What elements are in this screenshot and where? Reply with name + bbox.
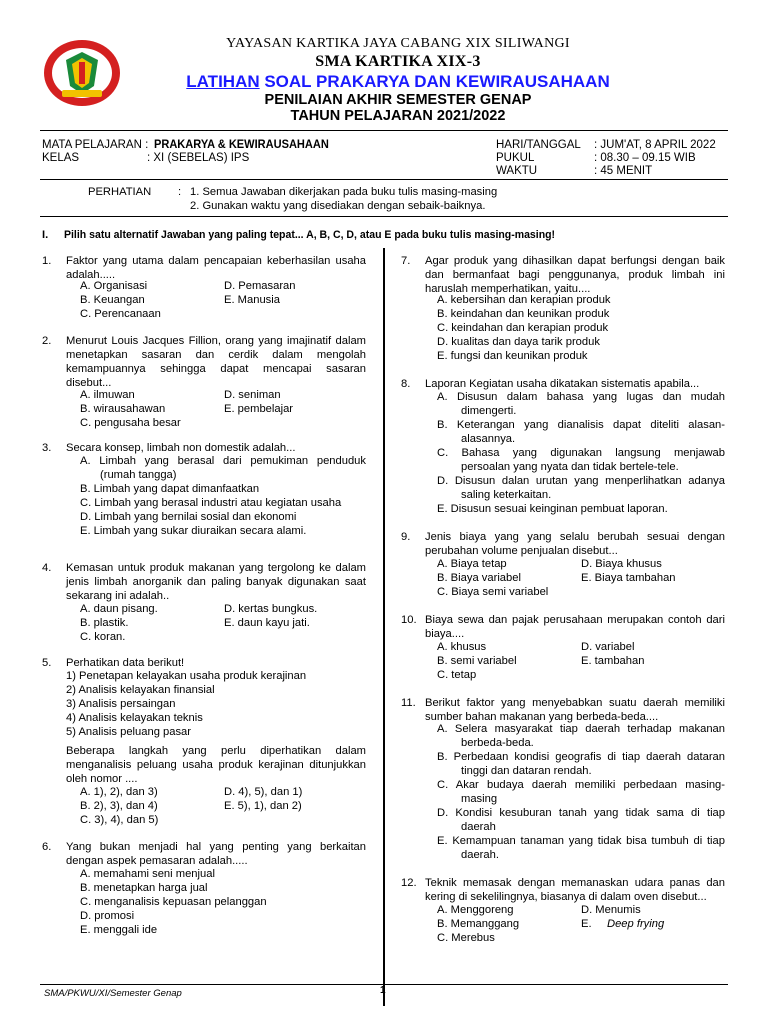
- option: C. Bahasa yang digunakan langsung menjawab: [437, 447, 725, 459]
- option: E. Disusun sesuai keinginan pembuat laporan.: [437, 503, 668, 515]
- question-5: [42, 656, 366, 670]
- option: C. Perencanaan: [80, 308, 161, 320]
- option: E. Limbah yang sukar diuraikan secara alami.: [80, 525, 307, 537]
- notice-item-1: 1. Semua Jawaban dikerjakan pada buku tulis masing-masing: [190, 186, 498, 198]
- notice-divider: [40, 216, 728, 217]
- option-continued: masing: [461, 793, 498, 805]
- question-number: 2.: [42, 335, 52, 347]
- question-number: 12.: [401, 877, 417, 889]
- option: C. keindahan dan kerapian produk: [437, 322, 609, 334]
- question-number: 5.: [42, 657, 52, 669]
- question-text: Agar produk yang dihasilkan dapat berfungsi dengan baik dan bermanfaat bagi penggunanya, produk limbah ini haruslah memperhatikan, yaitu....: [425, 255, 725, 295]
- option-continued: dimengerti.: [461, 405, 517, 417]
- option: A. khusus: [437, 641, 487, 653]
- data-list-item: 1) Penetapan kelayakan usaha produk kerajinan: [66, 670, 307, 682]
- option: A. Disusun dalam bahasa yang lugas dan mudah: [437, 391, 725, 403]
- exam-title: LATIHAN SOAL PRAKARYA DAN KEWIRAUSAHAAN: [186, 72, 610, 91]
- option-continued: tinggi dan dataran rendah.: [461, 765, 592, 777]
- question-2: [42, 334, 366, 390]
- option: E. Manusia: [224, 294, 280, 306]
- question-12: [401, 876, 725, 904]
- option: A. Limbah yang berasal dari pemukiman penduduk: [80, 455, 366, 467]
- question-4: [42, 561, 366, 603]
- question-9: [401, 530, 725, 558]
- notice-item-2: 2. Gunakan waktu yang disediakan dengan sebaik-baiknya.: [190, 200, 486, 212]
- question-text: Kemasan untuk produk makanan yang tergolong ke dalam jenis limbah anorganik dan paling banyak digunakan saat sekarang ini adalah..: [66, 562, 366, 602]
- class-label: KELAS: [42, 152, 80, 164]
- option: C. Biaya semi variabel: [437, 586, 549, 598]
- question-text: Jenis biaya yang yang selalu berubah sesuai dengan perubahan volume penjualan disebut...: [425, 531, 725, 557]
- option: A. Biaya tetap: [437, 558, 507, 570]
- option: D. 4), 5), dan 1): [224, 786, 303, 798]
- option: B. plastik.: [80, 617, 129, 629]
- option: A. Menggoreng: [437, 904, 514, 916]
- option: C. Merebus: [437, 932, 495, 944]
- option: D. Menumis: [581, 904, 641, 916]
- option: B. Keuangan: [80, 294, 145, 306]
- option-continued: berbeda-beda.: [461, 737, 534, 749]
- time-label: PUKUL: [496, 152, 535, 164]
- data-list-item: 2) Analisis kelayakan finansial: [66, 684, 215, 696]
- option: D. seniman: [224, 389, 281, 401]
- question-number: 11.: [401, 697, 416, 709]
- option: B. Biaya variabel: [437, 572, 521, 584]
- date-value: : JUM'AT, 8 APRIL 2022: [594, 139, 716, 151]
- option: D. kertas bungkus.: [224, 603, 318, 615]
- option: E. 5), 1), dan 2): [224, 800, 302, 812]
- exam-subtitle: PENILAIAN AKHIR SEMESTER GENAP: [264, 92, 532, 108]
- option-continued: saling keterkaitan.: [461, 489, 552, 501]
- option: C. Limbah yang berasal industri atau kegiatan usaha: [80, 497, 342, 509]
- option: B. 2), 3), dan 4): [80, 800, 158, 812]
- question-text: Beberapa langkah yang perlu diperhatikan dalam menganalisis peluang usaha produk kerajinan ditunjukkan oleh nomor ....: [66, 745, 366, 785]
- option-continued: alasannya.: [461, 433, 516, 445]
- option: D. Disusun dalan urutan yang menperlihatkan adanya: [437, 475, 725, 487]
- option: A. Selera masyarakat tiap daerah terhadap makanan: [437, 723, 725, 735]
- question-7: [401, 254, 725, 296]
- duration-value: : 45 MENIT: [594, 165, 653, 177]
- option: C. Akar budaya daerah memiliki perbedaan masing-: [437, 779, 725, 791]
- option: D. Biaya khusus: [581, 558, 662, 570]
- data-list-item: 5) Analisis peluang pasar: [66, 726, 192, 738]
- option: D. kualitas dan daya tarik produk: [437, 336, 600, 348]
- option: A. daun pisang.: [80, 603, 158, 615]
- question-text: Secara konsep, limbah non domestik adalah...: [66, 442, 296, 454]
- option: D. Kondisi kesuburan tanah yang tidak sama di tiap: [437, 807, 725, 819]
- page-number: 1: [380, 985, 386, 996]
- option: B. Limbah yang dapat dimanfaatkan: [80, 483, 260, 495]
- academic-year: TAHUN PELAJARAN 2021/2022: [290, 108, 506, 124]
- question-number: 6.: [42, 841, 52, 853]
- option: A. memahami seni menjual: [80, 868, 215, 880]
- option: B. keindahan dan keunikan produk: [437, 308, 610, 320]
- info-divider: [40, 179, 728, 180]
- date-label: HARI/TANGGAL: [496, 139, 581, 151]
- data-list-item: 4) Analisis kelayakan teknis: [66, 712, 203, 724]
- subject-label: MATA PELAJARAN :: [42, 139, 149, 151]
- option-continued: (rumah tangga): [100, 469, 177, 481]
- section-instruction: Pilih satu alternatif Jawaban yang paling tepat... A, B, C, D, atau E pada buku tulis masing-masing!: [64, 229, 556, 241]
- option: E. fungsi dan keunikan produk: [437, 350, 588, 362]
- header-divider: [40, 130, 728, 131]
- question-11: [401, 696, 725, 724]
- option: D. variabel: [581, 641, 635, 653]
- option: B. wirausahawan: [80, 403, 166, 415]
- option-continued: daerah.: [461, 849, 499, 861]
- question-text: Yang bukan menjadi hal yang penting yang berkaitan dengan aspek pemasaran adalah.....: [66, 841, 366, 867]
- option-continued: daerah: [461, 821, 496, 833]
- question-3: [42, 441, 366, 455]
- section-number: I.: [42, 229, 49, 241]
- option: C. pengusaha besar: [80, 417, 181, 429]
- option: B. Memanggang: [437, 918, 520, 930]
- time-value: : 08.30 – 09.15 WIB: [594, 152, 696, 164]
- option: E. Kemampuan tanaman yang tidak bisa tumbuh di tiap: [437, 835, 725, 847]
- option: E. menggali ide: [80, 924, 158, 936]
- option: B. Perbedaan kondisi geografis di tiap daerah dataran: [437, 751, 725, 763]
- option: A. Organisasi: [80, 280, 148, 292]
- option: C. menganalisis kepuasan pelanggan: [80, 896, 267, 908]
- data-list-item: 3) Analisis persaingan: [66, 698, 176, 710]
- question-text: Teknik memasak dengan memanaskan udara panas dan kering di sekelilingnya, biasanya di dalam oven disebut...: [425, 877, 725, 903]
- question-number: 8.: [401, 378, 411, 390]
- option: B. semi variabel: [437, 655, 517, 667]
- option-continued: persoalan yang nyata dan tidak bertele-tele.: [461, 461, 679, 473]
- question-text: Laporan Kegiatan usaha dikatakan sistematis apabila...: [425, 378, 700, 390]
- question-number: 10.: [401, 614, 417, 626]
- question-number: 1.: [42, 255, 52, 267]
- option: B. menetapkan harga jual: [80, 882, 208, 894]
- question-text: Perhatikan data berikut!: [66, 657, 185, 669]
- option: D. promosi: [80, 910, 135, 922]
- class-value: : XI (SEBELAS) IPS: [147, 152, 250, 164]
- option: D. Pemasaran: [224, 280, 296, 292]
- question-6: [42, 840, 366, 868]
- option: B. Keterangan yang dianalisis dapat diteliti alasan-: [437, 419, 725, 431]
- option: A. ilmuwan: [80, 389, 135, 401]
- option: C. tetap: [437, 669, 477, 681]
- question-text: Berikut faktor yang menyebabkan suatu daerah memiliki sumber bahan makanan yang berbeda-beda....: [425, 697, 725, 723]
- option: E. Biaya tambahan: [581, 572, 676, 584]
- question-number: 9.: [401, 531, 411, 543]
- foundation-name: YAYASAN KARTIKA JAYA CABANG XIX SILIWANGI: [226, 36, 570, 51]
- question-8: [401, 377, 725, 391]
- option: E. daun kayu jati.: [224, 617, 310, 629]
- option: E. pembelajar: [224, 403, 294, 415]
- duration-label: WAKTU: [496, 165, 538, 177]
- option-letter: E.: [581, 918, 592, 930]
- option: Deep frying: [607, 918, 665, 930]
- question-text: Biaya sewa dan pajak perusahaan merupakan contoh dari biaya....: [425, 614, 725, 640]
- column-divider: [383, 248, 385, 1006]
- subject-value: PRAKARYA & KEWIRAUSAHAAN: [154, 139, 329, 151]
- question-text: Menurut Louis Jacques Fillion, orang yang imajinatif dalam menetapkan sasaran dan cerdik dalam mengolah kemampuannya sehingga dapat mencapai sasaran disebut...: [66, 335, 366, 389]
- question-number: 3.: [42, 442, 52, 454]
- notice-colon: :: [178, 186, 182, 198]
- option: A. 1), 2), dan 3): [80, 786, 158, 798]
- question-1: [42, 254, 366, 282]
- option: C. koran.: [80, 631, 126, 643]
- question-10: [401, 613, 725, 641]
- notice-label: PERHATIAN: [88, 186, 152, 198]
- option: E. tambahan: [581, 655, 645, 667]
- school-name: SMA KARTIKA XIX-3: [315, 53, 481, 70]
- question-number: 7.: [401, 255, 411, 267]
- footer-code: SMA/PKWU/XI/Semester Genap: [44, 988, 182, 999]
- option: C. 3), 4), dan 5): [80, 814, 159, 826]
- option: D. Limbah yang bernilai sosial dan ekonomi: [80, 511, 297, 523]
- question-number: 4.: [42, 562, 52, 574]
- question-text: Faktor yang utama dalam pencapaian keberhasilan usaha adalah.....: [66, 255, 366, 281]
- option: A. kebersihan dan kerapian produk: [437, 294, 611, 306]
